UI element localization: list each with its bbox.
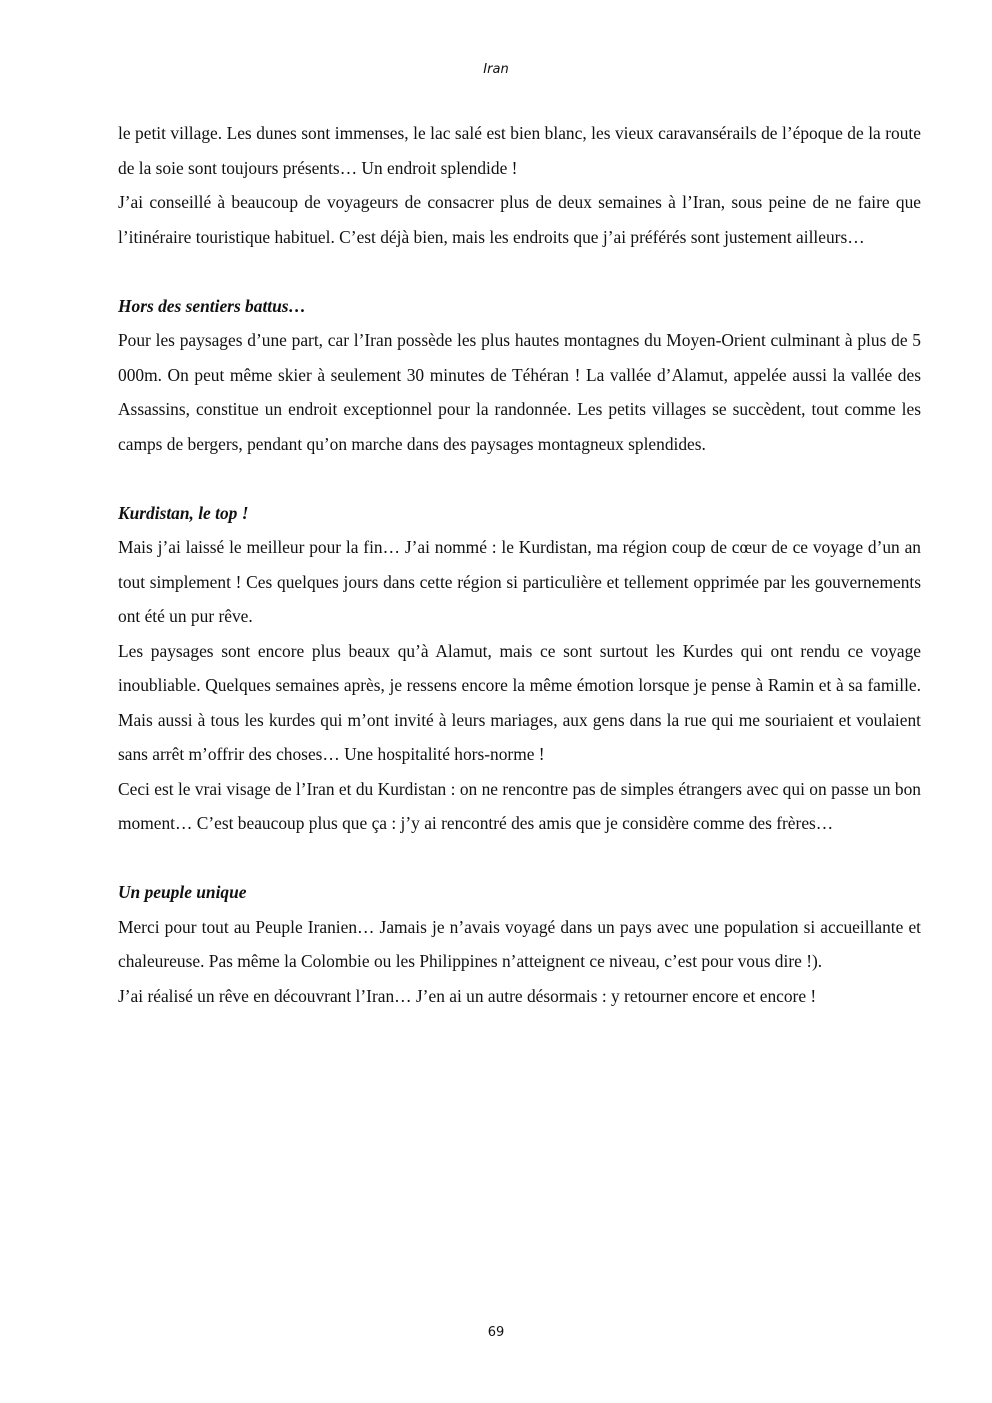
body-paragraph: J’ai conseillé à beaucoup de voyageurs de consacrer plus de deux semaines à l’Iran, sous peine de ne faire que l’itinéraire touristique habituel. C’est déjà bien, mais les endroits que j’ai préférés sont justement ailleurs… [118,192,921,247]
page-body [118,116,921,1013]
body-paragraph: Mais j’ai laissé le meilleur pour la fin… J’ai nommé : le Kurdistan, ma région coup de cœur de ce voyage d’un an tout simplement ! Ces quelques jours dans cette région si particulière et tellement opprimée par les gouvernements ont été un pur rêve. [118,537,921,626]
body-paragraph: Pour les paysages d’une part, car l’Iran possède les plus hautes montagnes du Moyen-Orient culminant à plus de 5 000m. On peut même skier à seulement 30 minutes de Téhéran ! La vallée d’Alamut, appelée aussi la vallée des Assassins, constitue un endroit exceptionnel pour la randonnée. Les petits villages se succèdent, tout comme les camps de bergers, pendant qu’on marche dans des paysages montagneux splendides. [118,330,921,454]
body-paragraph: J’ai réalisé un rêve en découvrant l’Iran… J’en ai un autre désormais : y retourner encore et encore ! [118,985,817,1006]
page-number: 69 [487,1325,505,1340]
section-heading: Kurdistan, le top ! [118,502,249,523]
body-paragraph: Merci pour tout au Peuple Iranien… Jamais je n’avais voyagé dans un pays avec une population si accueillante et chaleureuse. Pas même la Colombie ou les Philippines n’atteignent ce niveau, c’est pour vous dire !). [118,916,921,971]
running-header: Iran [483,62,509,77]
body-paragraph: le petit village. Les dunes sont immenses, le lac salé est bien blanc, les vieux caravansérails de l’époque de la route de la soie sont toujours présents… Un endroit splendide ! [118,123,921,178]
body-paragraph: Les paysages sont encore plus beaux qu’à Alamut, mais ce sont surtout les Kurdes qui ont rendu ce voyage inoubliable. Quelques semaines après, je ressens encore la même émotion lorsque je pense à Ramin et à sa famille. Mais aussi à tous les kurdes qui m’ont invité à leurs mariages, aux gens dans la rue qui me souriaient et voulaient sans arrêt m’offrir des choses… Une hospitalité hors-norme ! [118,640,921,764]
body-paragraph: Ceci est le vrai visage de l’Iran et du Kurdistan : on ne rencontre pas de simples étrangers avec qui on passe un bon moment… C’est beaucoup plus que ça : j’y ai rencontré des amis que je considère comme des frères… [118,778,921,833]
section-heading: Un peuple unique [118,882,247,902]
section-heading: Hors des sentiers battus… [118,295,306,316]
